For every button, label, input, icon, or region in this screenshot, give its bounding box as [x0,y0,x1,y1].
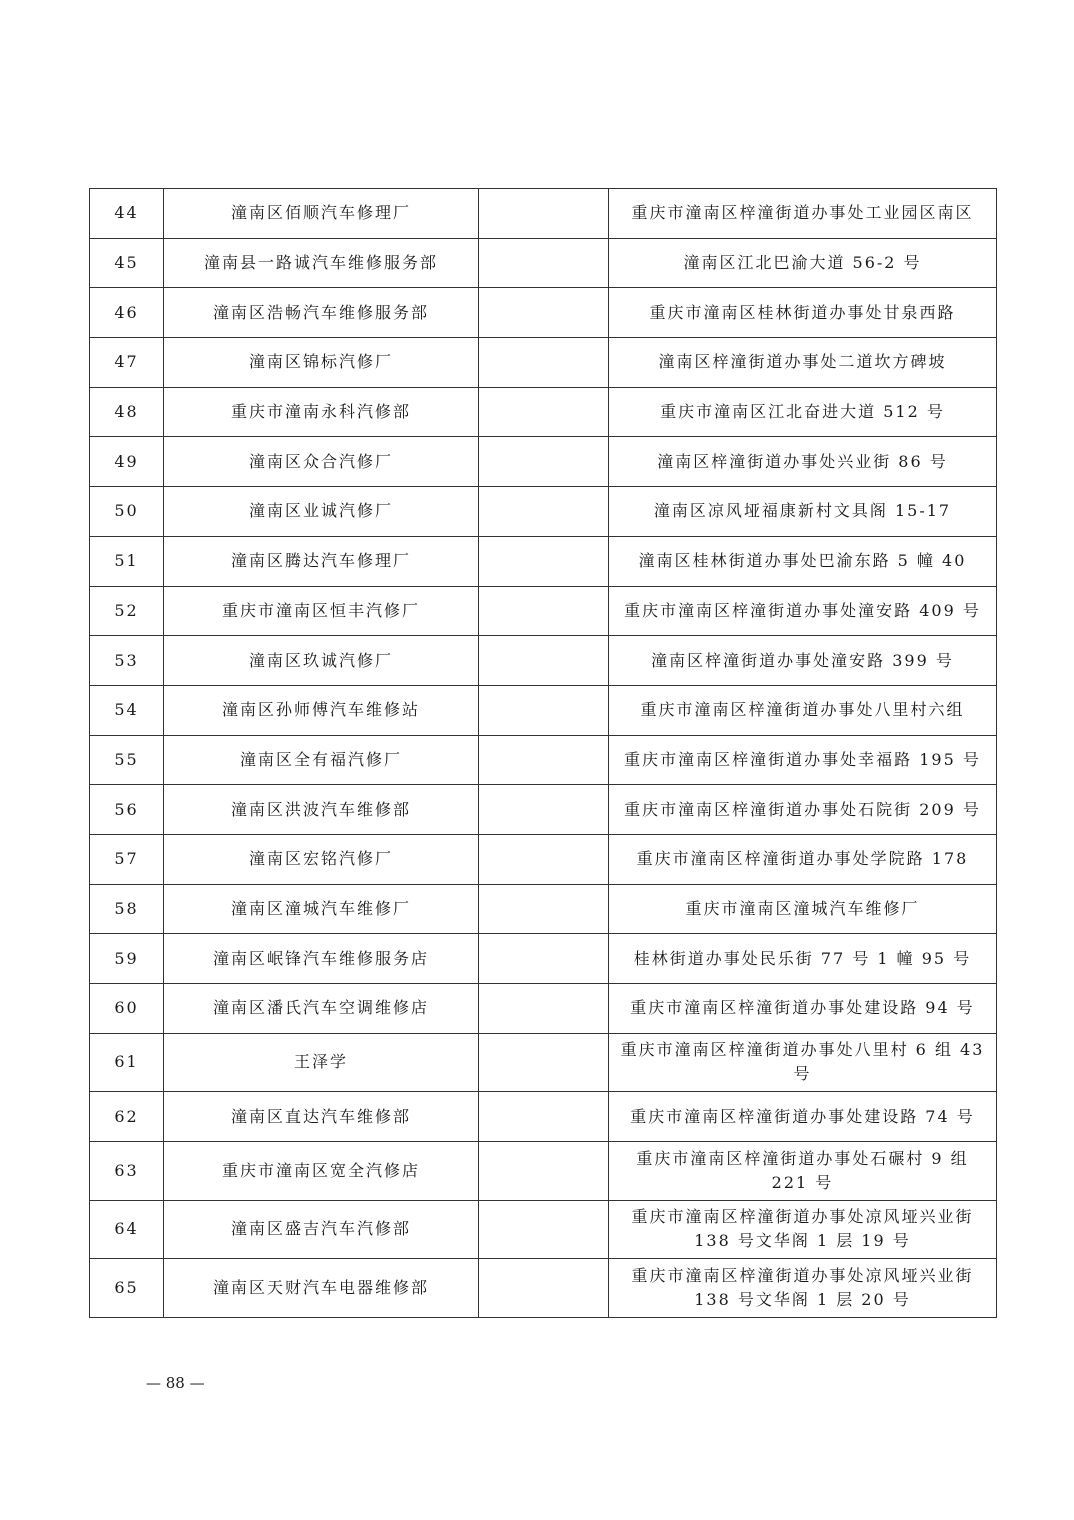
shop-address: 重庆市潼南区梓潼街道办事处凉风垭兴业街 138 号文华阁 1 层 19 号 [609,1200,997,1259]
table-row [90,536,997,586]
shop-address: 重庆市潼南区梓潼街道办事处八里村 6 组 43 号 [609,1033,997,1092]
table-row [90,785,997,835]
table-row [90,387,997,437]
shop-address: 重庆市潼南区梓潼街道办事处凉风垭兴业街 138 号文华阁 1 层 20 号 [609,1259,997,1318]
shop-name: 潼南区业诚汽修厂 [164,487,479,537]
table-row [90,636,997,686]
shop-name: 重庆市潼南区恒丰汽修厂 [164,586,479,636]
row-number: 50 [90,487,164,537]
table-row [90,487,997,537]
shop-name: 潼南县一路诚汽车维修服务部 [164,238,479,288]
blank-cell [479,685,609,735]
table-row [90,735,997,785]
table-row [90,884,997,934]
table-row [90,1141,997,1200]
shop-name: 潼南区岷锋汽车维修服务店 [164,934,479,984]
table-row [90,189,997,239]
table-row [90,288,997,338]
shop-name: 潼南区潘氏汽车空调维修店 [164,984,479,1034]
blank-cell [479,834,609,884]
row-number: 53 [90,636,164,686]
table-row [90,586,997,636]
shop-name: 潼南区腾达汽车修理厂 [164,536,479,586]
shop-name: 潼南区盛吉汽车汽修部 [164,1200,479,1259]
shop-name: 潼南区直达汽车维修部 [164,1092,479,1142]
blank-cell [479,536,609,586]
blank-cell [479,735,609,785]
shop-name: 重庆市潼南区宽全汽修店 [164,1141,479,1200]
shop-name: 潼南区孙师傅汽车维修站 [164,685,479,735]
row-number: 65 [90,1259,164,1318]
blank-cell [479,1092,609,1142]
blank-cell [479,984,609,1034]
row-number: 51 [90,536,164,586]
table-row [90,685,997,735]
shop-address: 重庆市潼南区梓潼街道办事处石碾村 9 组 221 号 [609,1141,997,1200]
shop-address: 重庆市潼南区梓潼街道办事处工业园区南区 [609,189,997,239]
table-row [90,238,997,288]
shop-address: 重庆市潼南区桂林街道办事处甘泉西路 [609,288,997,338]
shop-address: 潼南区江北巴渝大道 56-2 号 [609,238,997,288]
shop-name: 潼南区潼城汽车维修厂 [164,884,479,934]
shop-address: 桂林街道办事处民乐街 77 号 1 幢 95 号 [609,934,997,984]
row-number: 56 [90,785,164,835]
blank-cell [479,338,609,388]
table-row [90,834,997,884]
row-number: 49 [90,437,164,487]
row-number: 63 [90,1141,164,1200]
shop-address: 潼南区凉风垭福康新村文具阁 15-17 [609,487,997,537]
row-number: 62 [90,1092,164,1142]
shop-address: 重庆市潼南区梓潼街道办事处潼安路 409 号 [609,586,997,636]
shop-address: 重庆市潼南区梓潼街道办事处八里村六组 [609,685,997,735]
row-number: 60 [90,984,164,1034]
shop-name: 王泽学 [164,1033,479,1092]
blank-cell [479,884,609,934]
shop-address: 潼南区桂林街道办事处巴渝东路 5 幢 40 [609,536,997,586]
blank-cell [479,437,609,487]
shop-address: 潼南区梓潼街道办事处潼安路 399 号 [609,636,997,686]
shop-name: 潼南区洪波汽车维修部 [164,785,479,835]
blank-cell [479,238,609,288]
table-row [90,1092,997,1142]
shop-address: 潼南区梓潼街道办事处兴业街 86 号 [609,437,997,487]
blank-cell [479,189,609,239]
shop-name: 重庆市潼南永科汽修部 [164,387,479,437]
row-number: 55 [90,735,164,785]
shop-name: 潼南区锦标汽修厂 [164,338,479,388]
row-number: 58 [90,884,164,934]
shop-address: 潼南区梓潼街道办事处二道坎方碑坡 [609,338,997,388]
shop-address: 重庆市潼南区梓潼街道办事处石院街 209 号 [609,785,997,835]
table-body [90,189,997,1318]
shop-name: 潼南区佰顺汽车修理厂 [164,189,479,239]
shop-name: 潼南区浩畅汽车维修服务部 [164,288,479,338]
blank-cell [479,636,609,686]
shop-name: 潼南区玖诚汽修厂 [164,636,479,686]
blank-cell [479,785,609,835]
table-row [90,1033,997,1092]
row-number: 48 [90,387,164,437]
row-number: 59 [90,934,164,984]
table-row [90,437,997,487]
row-number: 52 [90,586,164,636]
blank-cell [479,1033,609,1092]
row-number: 46 [90,288,164,338]
table-row [90,338,997,388]
repair-shop-table [89,188,997,1318]
row-number: 57 [90,834,164,884]
row-number: 64 [90,1200,164,1259]
shop-name: 潼南区天财汽车电器维修部 [164,1259,479,1318]
shop-name: 潼南区全有福汽修厂 [164,735,479,785]
row-number: 61 [90,1033,164,1092]
shop-name: 潼南区宏铭汽修厂 [164,834,479,884]
blank-cell [479,1259,609,1318]
blank-cell [479,586,609,636]
blank-cell [479,387,609,437]
table-row [90,934,997,984]
shop-address: 重庆市潼南区潼城汽车维修厂 [609,884,997,934]
shop-address: 重庆市潼南区梓潼街道办事处幸福路 195 号 [609,735,997,785]
shop-address: 重庆市潼南区江北奋进大道 512 号 [609,387,997,437]
shop-name: 潼南区众合汽修厂 [164,437,479,487]
row-number: 47 [90,338,164,388]
row-number: 44 [90,189,164,239]
page-number: — 88 — [146,1374,205,1392]
blank-cell [479,934,609,984]
row-number: 45 [90,238,164,288]
table-row [90,1200,997,1259]
blank-cell [479,487,609,537]
shop-address: 重庆市潼南区梓潼街道办事处学院路 178 [609,834,997,884]
table-row [90,984,997,1034]
blank-cell [479,1200,609,1259]
shop-address: 重庆市潼南区梓潼街道办事处建设路 74 号 [609,1092,997,1142]
blank-cell [479,288,609,338]
shop-address: 重庆市潼南区梓潼街道办事处建设路 94 号 [609,984,997,1034]
blank-cell [479,1141,609,1200]
table-row [90,1259,997,1318]
row-number: 54 [90,685,164,735]
